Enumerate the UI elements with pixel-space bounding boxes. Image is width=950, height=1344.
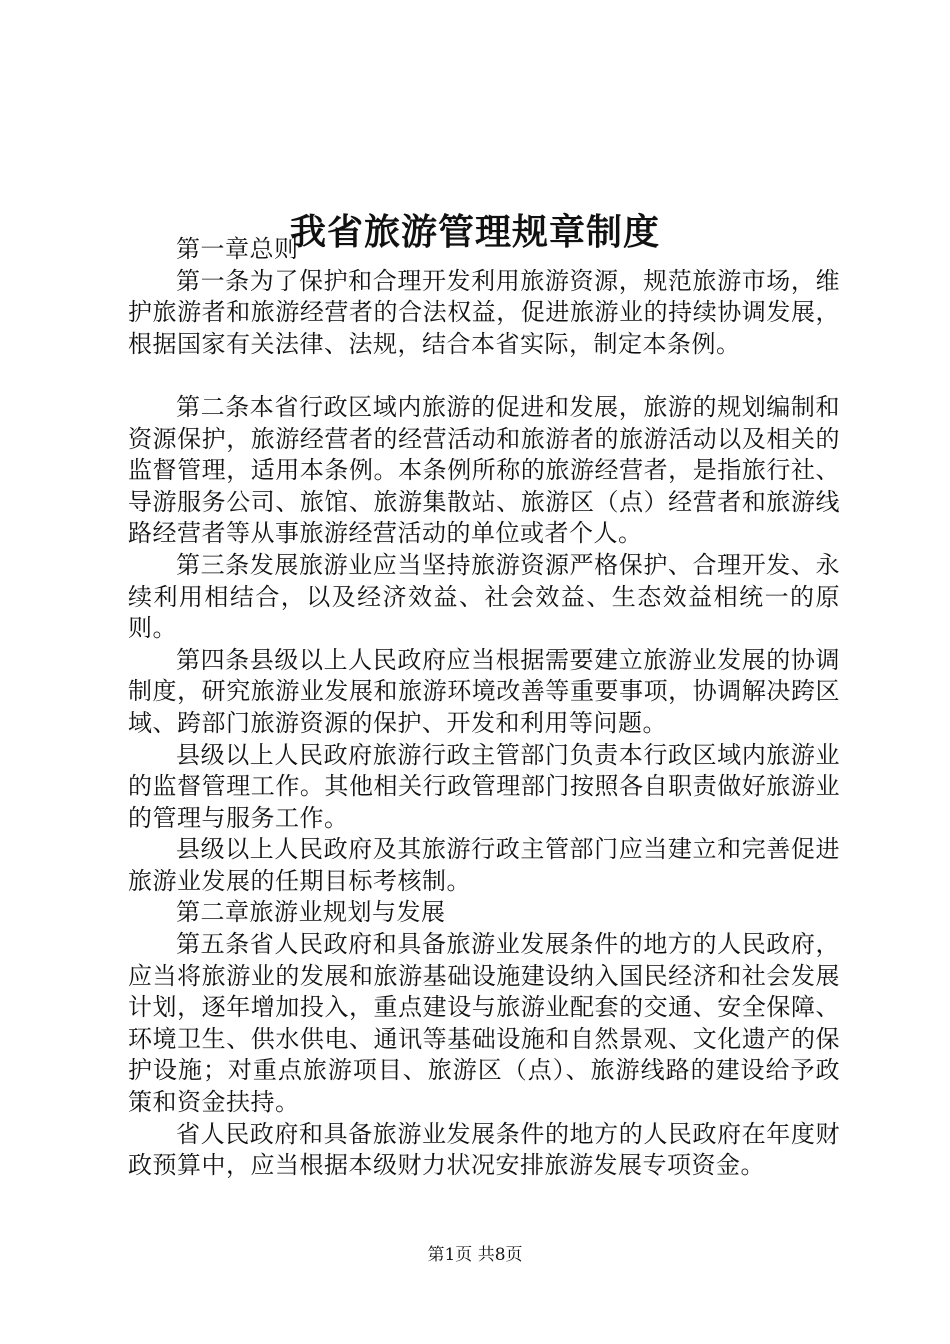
- chapter-heading: 第一章总则: [176, 235, 299, 263]
- article-paragraph: 县级以上人民政府旅游行政主管部门负责本行政区域内旅游业的监督管理工作。其他相关行政管理部门按照各自职责做好旅游业的管理与服务工作。: [128, 740, 840, 832]
- page-footer: 第1页 共8页: [427, 1245, 523, 1265]
- document-title: 我省旅游管理规章制度: [289, 211, 660, 254]
- chapter-heading: 第二章旅游业规划与发展: [176, 898, 446, 927]
- article-paragraph: 第一条为了保护和合理开发利用旅游资源，规范旅游市场，维护旅游者和旅游经营者的合法权益，促进旅游业的持续协调发展，根据国家有关法律、法规，结合本省实际，制定本条例。: [128, 266, 840, 358]
- article-paragraph: 第五条省人民政府和具备旅游业发展条件的地方的人民政府，应当将旅游业的发展和旅游基础设施建设纳入国民经济和社会发展计划，逐年增加投入，重点建设与旅游业配套的交通、安全保障、环境卫生、供水供电、通讯等基础设施和自然景观、文化遗产的保护设施；对重点旅游项目、旅游区（点）、旅游线路的建设给予政策和资金扶持。: [128, 930, 840, 1117]
- article-paragraph: 县级以上人民政府及其旅游行政主管部门应当建立和完善促进旅游业发展的任期目标考核制。: [128, 835, 840, 895]
- article-paragraph: 第四条县级以上人民政府应当根据需要建立旅游业发展的协调制度，研究旅游业发展和旅游环境改善等重要事项，协调解决跨区域、跨部门旅游资源的保护、开发和利用等问题。: [128, 645, 840, 737]
- article-paragraph: 第二条本省行政区域内旅游的促进和发展，旅游的规划编制和资源保护，旅游经营者的经营活动和旅游者的旅游活动以及相关的监督管理，适用本条例。本条例所称的旅游经营者，是指旅行社、导游服务公司、旅馆、旅游集散站、旅游区（点）经营者和旅游线路经营者等从事旅游经营活动的单位或者个人。: [128, 392, 840, 548]
- article-paragraph: 第三条发展旅游业应当坚持旅游资源严格保护、合理开发、永续利用相结合，以及经济效益、社会效益、生态效益相统一的原则。: [128, 550, 840, 643]
- document-body: [128, 234, 840, 1182]
- article-paragraph: 省人民政府和具备旅游业发展条件的地方的人民政府在年度财政预算中，应当根据本级财力状况安排旅游发展专项资金。: [128, 1119, 840, 1180]
